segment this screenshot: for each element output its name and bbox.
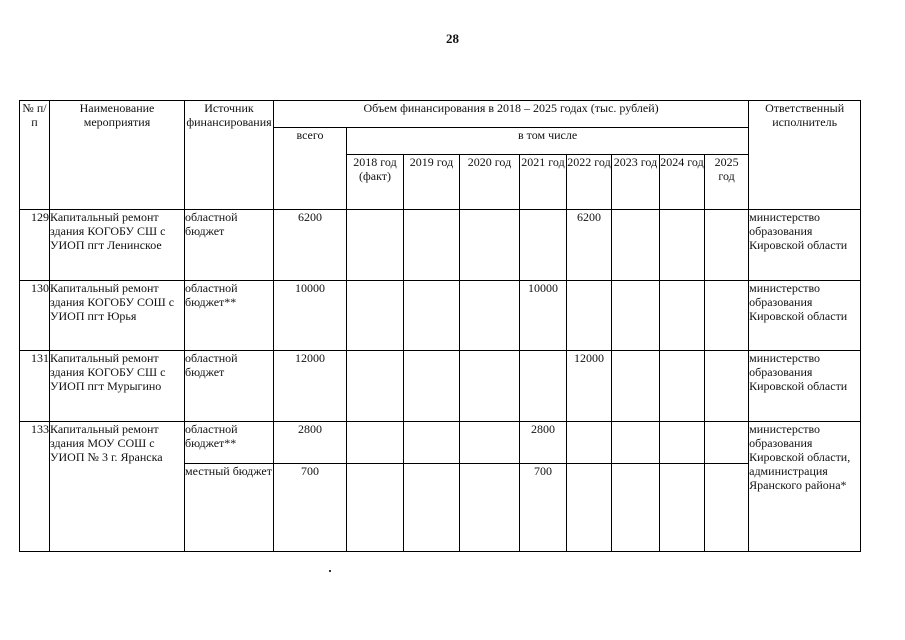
row-source: местный бюджет bbox=[185, 464, 274, 552]
page-number: 28 bbox=[446, 31, 459, 46]
table-row bbox=[20, 422, 861, 464]
header-year: 2018 год (факт) bbox=[347, 155, 404, 210]
row-year-value: 12000 bbox=[567, 351, 612, 422]
row-year-value bbox=[612, 351, 660, 422]
row-num: 131 bbox=[20, 351, 50, 422]
row-source: областной бюджет** bbox=[185, 281, 274, 351]
scan-speck bbox=[329, 570, 331, 572]
row-year-value bbox=[520, 351, 567, 422]
row-year-value bbox=[460, 464, 520, 552]
row-year-value bbox=[347, 281, 404, 351]
row-name: Капитальный ремонт здания КОГОБУ СШ с УИОП пгт Мурыгино bbox=[50, 351, 185, 422]
table-row bbox=[20, 351, 861, 422]
header-year: 2020 год bbox=[460, 155, 520, 210]
row-year-value bbox=[660, 281, 705, 351]
header-year: 2023 год bbox=[612, 155, 660, 210]
row-year-value bbox=[705, 422, 749, 464]
row-year-value bbox=[404, 281, 460, 351]
row-name: Капитальный ремонт здания КОГОБУ СШ с УИОП пгт Ленинское bbox=[50, 210, 185, 281]
row-year-value bbox=[705, 464, 749, 552]
row-year-value bbox=[404, 422, 460, 464]
header-volume: Объем финансирования в 2018 – 2025 годах (тыс. рублей) bbox=[274, 101, 749, 128]
row-year-value bbox=[404, 351, 460, 422]
row-responsible: министерство образования Кировской области, администрация Яранского района* bbox=[749, 422, 861, 552]
row-year-value: 700 bbox=[520, 464, 567, 552]
row-total: 2800 bbox=[274, 422, 347, 464]
row-year-value bbox=[460, 210, 520, 281]
row-year-value bbox=[612, 464, 660, 552]
row-total: 6200 bbox=[274, 210, 347, 281]
row-responsible: министерство образования Кировской области bbox=[749, 351, 861, 422]
row-responsible: министерство образования Кировской области bbox=[749, 281, 861, 351]
table-row bbox=[20, 210, 861, 281]
row-year-value bbox=[347, 351, 404, 422]
row-total: 10000 bbox=[274, 281, 347, 351]
row-year-value bbox=[347, 464, 404, 552]
header-year: 2019 год bbox=[404, 155, 460, 210]
row-year-value bbox=[460, 422, 520, 464]
row-year-value bbox=[660, 210, 705, 281]
row-year-value bbox=[567, 281, 612, 351]
row-year-value bbox=[705, 351, 749, 422]
header-name: Наименование мероприятия bbox=[50, 101, 185, 210]
row-responsible: министерство образования Кировской области bbox=[749, 210, 861, 281]
row-year-value: 2800 bbox=[520, 422, 567, 464]
row-year-value bbox=[460, 351, 520, 422]
row-year-value bbox=[460, 281, 520, 351]
header-total: всего bbox=[274, 128, 347, 210]
row-year-value bbox=[347, 210, 404, 281]
header-num: № п/п bbox=[20, 101, 50, 210]
row-year-value: 10000 bbox=[520, 281, 567, 351]
row-year-value bbox=[404, 210, 460, 281]
row-source: областной бюджет** bbox=[185, 422, 274, 464]
row-year-value bbox=[705, 210, 749, 281]
row-year-value bbox=[612, 281, 660, 351]
header-year: 2021 год bbox=[520, 155, 567, 210]
row-num: 133 bbox=[20, 422, 50, 552]
row-year-value bbox=[520, 210, 567, 281]
row-year-value bbox=[612, 210, 660, 281]
row-total: 12000 bbox=[274, 351, 347, 422]
row-year-value bbox=[660, 422, 705, 464]
row-year-value bbox=[404, 464, 460, 552]
row-year-value bbox=[567, 422, 612, 464]
row-year-value bbox=[567, 464, 612, 552]
header-year: 2024 год bbox=[660, 155, 705, 210]
row-year-value bbox=[612, 422, 660, 464]
table-row bbox=[20, 281, 861, 351]
row-year-value bbox=[705, 281, 749, 351]
header-source: Источник финансирования bbox=[185, 101, 274, 210]
row-name: Капитальный ремонт здания МОУ СОШ с УИОП № 3 г. Яранска bbox=[50, 422, 185, 552]
row-num: 130 bbox=[20, 281, 50, 351]
header-year: 2022 год bbox=[567, 155, 612, 210]
row-year-value: 6200 bbox=[567, 210, 612, 281]
row-source: областной бюджет bbox=[185, 210, 274, 281]
header-year: 2025 год bbox=[705, 155, 749, 210]
row-year-value bbox=[347, 422, 404, 464]
header-responsible: Ответственный исполнитель bbox=[749, 101, 861, 210]
financing-table bbox=[19, 100, 861, 552]
row-num: 129 bbox=[20, 210, 50, 281]
row-source: областной бюджет bbox=[185, 351, 274, 422]
row-name: Капитальный ремонт здания КОГОБУ СОШ с УИОП пгт Юрья bbox=[50, 281, 185, 351]
row-year-value bbox=[660, 464, 705, 552]
header-including: в том числе bbox=[347, 128, 749, 155]
row-total: 700 bbox=[274, 464, 347, 552]
row-year-value bbox=[660, 351, 705, 422]
